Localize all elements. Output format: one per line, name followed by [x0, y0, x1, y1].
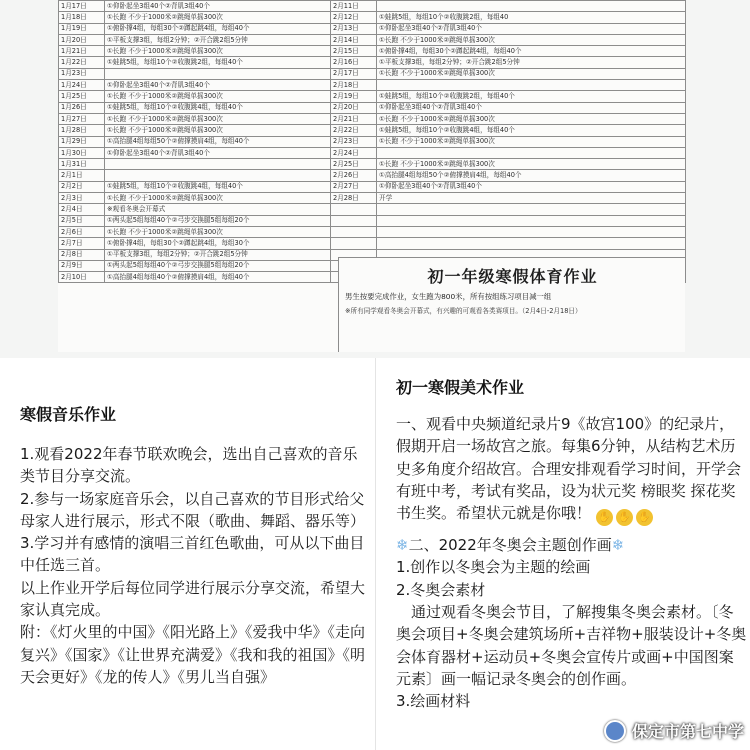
pe-activity-cell: ①高抬腿4组每组40个②俯撑摸肩4组，每组40个 [105, 272, 331, 283]
art-item-2-1: 1.创作以冬奥会为主题的绘画 [396, 558, 591, 577]
pe-activity-cell: 开学 [377, 193, 686, 204]
pe-activity-cell: ①长跑 不少于1000米②跳绳单摇300次 [377, 34, 686, 45]
pe-activity-cell: ※观看冬奥会开幕式 [105, 204, 331, 215]
pe-date-cell: 2月7日 [59, 238, 105, 249]
pe-date-cell: 2月25日 [331, 159, 377, 170]
pe-activity-cell: ①两头起5组每组40个②弓步交换腿5组每组20个 [105, 260, 331, 271]
pe-table-row [59, 238, 686, 249]
pe-date-cell: 1月24日 [59, 80, 105, 91]
pe-activity-cell: ①仰卧起坐3组40个②背肌3组40个 [105, 80, 331, 91]
pe-date-cell: 2月5日 [59, 215, 105, 226]
pe-date-cell: 2月20日 [331, 102, 377, 113]
pe-date-cell: 2月12日 [331, 12, 377, 23]
music-item-2: 2.参与一场家庭音乐会，以自己喜欢的节目形式给父母家人进行展示，形式不限（歌曲、舞蹈、器乐等） [20, 489, 366, 530]
pe-activity-cell: ①长跑 不少于1000米②跳绳单摇300次 [377, 136, 686, 147]
art-body [396, 413, 748, 713]
pe-date-cell: 2月10日 [59, 272, 105, 283]
pe-activity-cell [105, 68, 331, 79]
pe-title-box [338, 257, 685, 352]
pe-activity-cell: ①俯卧撑4组，每组30个②蹲起跳4组，每组40个 [377, 46, 686, 57]
pe-activity-cell: ①蛙跳5组，每组10个②收腹跳4组，每组40个 [105, 102, 331, 113]
pe-date-cell: 1月30日 [59, 147, 105, 158]
pe-activity-cell: ①长跑 不少于1000米②跳绳单摇300次 [377, 68, 686, 79]
pe-date-cell: 2月17日 [331, 68, 377, 79]
pe-table-row [59, 226, 686, 237]
pe-date-cell: 1月22日 [59, 57, 105, 68]
pe-date-cell [331, 226, 377, 237]
pe-title: 初一年级寒假体育作业 [427, 267, 598, 286]
school-watermark-text: 保定市第七中学 [631, 722, 744, 741]
pe-activity-cell [105, 159, 331, 170]
pe-date-cell: 2月24日 [331, 147, 377, 158]
pe-activity-cell: ①高抬腿4组每组50个②俯撑摸肩4组，每组40个 [377, 170, 686, 181]
pe-table-row [59, 34, 686, 45]
pe-activity-cell: ①蛙跳5组，每组10个②收腹跳2组，每组40个 [105, 57, 331, 68]
art-item-1-text: 一、观看中央频道纪录片9《故宫100》的纪录片，假期开启一场故宫之旅。每集6分钟，从结构艺术历史多角度介绍故宫。合理安排观看学习时间，开学会有班中考，考试有奖品，设为状元奖 榜眼奖 探花奖 书生奖。希望状元就是你哦！ [396, 415, 742, 523]
art-item-1 [396, 413, 748, 526]
pe-date-cell: 2月2日 [59, 181, 105, 192]
pe-table-row [59, 23, 686, 34]
music-homework-panel [0, 358, 375, 750]
pe-activity-cell: ①长跑 不少于1000米②跳绳单摇300次 [377, 113, 686, 124]
pe-date-cell: 2月27日 [331, 181, 377, 192]
pe-date-cell: 1月31日 [59, 159, 105, 170]
pe-activity-cell [377, 204, 686, 215]
pe-date-cell: 2月28日 [331, 193, 377, 204]
pe-activity-cell: ①俯卧撑4组，每组30个②蹲起跳4组，每组30个 [105, 238, 331, 249]
pe-activity-cell [377, 1, 686, 12]
music-song-list: 附：《灯火里的中国》《阳光路上》《爱我中华》《走向复兴》《国家》《让世界充满爱》《我和我的祖国》《明天会更好》《龙的传人》《男儿当自强》 [20, 623, 366, 686]
pe-date-cell: 1月19日 [59, 23, 105, 34]
clap-emoji-icon: ✋ [596, 509, 613, 526]
pe-table-row [59, 181, 686, 192]
pe-date-cell: 1月28日 [59, 125, 105, 136]
pe-date-cell: 2月8日 [59, 249, 105, 260]
pe-date-cell: 1月18日 [59, 12, 105, 23]
pe-date-cell: 2月16日 [331, 57, 377, 68]
pe-activity-cell: ①仰卧起坐3组40个②背肌3组40个 [377, 23, 686, 34]
pe-schedule-panel [0, 0, 750, 358]
pe-activity-cell: ①平板支撑3组，每组2分钟；②开合跳2组5分钟 [105, 249, 331, 260]
pe-date-cell: 2月21日 [331, 113, 377, 124]
pe-table-row [59, 193, 686, 204]
pe-activity-cell: ①仰卧起坐3组40个②背肌3组40个 [105, 147, 331, 158]
pe-date-cell: 1月17日 [59, 1, 105, 12]
music-closing-note: 以上作业开学后每位同学进行展示分享交流，希望大家认真完成。 [20, 578, 366, 620]
pe-date-cell: 2月15日 [331, 46, 377, 57]
pe-activity-cell: ①长跑 不少于1000米②跳绳单摇300次 [105, 226, 331, 237]
pe-date-cell: 2月6日 [59, 226, 105, 237]
pe-activity-cell: ①长跑 不少于1000米②跳绳单摇300次 [105, 193, 331, 204]
pe-table-row [59, 46, 686, 57]
pe-note-olympics: ※所有同学观看冬奥会开幕式，有兴趣的可观看各类赛项目。（2月4日-2月18日） [345, 307, 582, 315]
pe-activity-cell: ①蛙跳5组，每组10个②收腹跳4组，每组40个 [105, 181, 331, 192]
pe-date-cell: 2月4日 [59, 204, 105, 215]
pe-date-cell: 2月14日 [331, 34, 377, 45]
pe-table-row [59, 80, 686, 91]
art-title: 初一寒假美术作业 [396, 378, 525, 397]
art-item-2-2: 2.冬奥会素材 [396, 580, 486, 599]
pe-activity-cell: ①仰卧起坐3组40个②背肌3组40个 [105, 1, 331, 12]
pe-activity-cell [105, 170, 331, 181]
pe-table-row [59, 68, 686, 79]
pe-activity-cell: ①长跑 不少于1000米②跳绳单摇300次 [105, 46, 331, 57]
pe-date-cell: 2月18日 [331, 80, 377, 91]
pe-table-row [59, 91, 686, 102]
pe-table-row [59, 102, 686, 113]
pe-date-cell: 2月9日 [59, 260, 105, 271]
pe-table-row [59, 57, 686, 68]
music-item-1: 1.观看2022年春节联欢晚会，选出自己喜欢的音乐类节目分享交流。 [20, 445, 358, 486]
pe-schedule-sheet [58, 0, 685, 352]
pe-date-cell: 1月20日 [59, 34, 105, 45]
pe-date-cell: 2月3日 [59, 193, 105, 204]
pe-activity-cell: ①高抬腿4组每组50个②俯撑摸肩4组，每组40个 [105, 136, 331, 147]
pe-activity-cell [377, 80, 686, 91]
pe-table-row [59, 113, 686, 124]
pe-activity-cell: ①蛙跳5组，每组10个②收腹跳4组，每组40个 [377, 125, 686, 136]
pe-activity-cell: ①长跑 不少于1000米②跳绳单摇300次 [377, 159, 686, 170]
pe-table-row [59, 12, 686, 23]
pe-date-cell: 1月27日 [59, 113, 105, 124]
pe-activity-cell: ①蛙跳5组，每组10个②收腹跳2组，每组40 [377, 12, 686, 23]
pe-date-cell: 1月29日 [59, 136, 105, 147]
pe-activity-cell: ①仰卧起坐3组40个②背肌3组40个 [377, 102, 686, 113]
pe-schedule-table [58, 0, 686, 283]
pe-date-cell: 2月1日 [59, 170, 105, 181]
music-item-3: 3.学习并有感情的演唱三首红色歌曲，可从以下曲目中任选三首。 [20, 534, 365, 575]
snowflake-icon: ❄ [611, 536, 625, 555]
pe-table-row [59, 204, 686, 215]
pe-table-row [59, 147, 686, 158]
art-item-2-text: 二、2022年冬奥会主题创作画 [408, 536, 612, 555]
pe-date-cell: 2月22日 [331, 125, 377, 136]
pe-activity-cell: ①两头起5组每组40个②弓步交换腿5组每组20个 [105, 215, 331, 226]
pe-activity-cell [377, 238, 686, 249]
pe-date-cell: 2月13日 [331, 23, 377, 34]
pe-activity-cell: ①蛙跳5组，每组10个②收腹跳2组，每组40个 [377, 91, 686, 102]
pe-date-cell [331, 204, 377, 215]
music-title: 寒假音乐作业 [20, 405, 117, 424]
pe-date-cell: 1月23日 [59, 68, 105, 79]
pe-date-cell: 2月11日 [331, 1, 377, 12]
pe-date-cell [331, 215, 377, 226]
pe-date-cell: 2月19日 [331, 91, 377, 102]
pe-table-row [59, 125, 686, 136]
pe-table-row [59, 1, 686, 12]
pe-activity-cell: ①平板支撑3组，每组2分钟；②开合跳2组5分钟 [377, 57, 686, 68]
pe-activity-cell [377, 215, 686, 226]
pe-activity-cell: ①长跑 不少于1000米②跳绳单摇300次 [105, 91, 331, 102]
pe-table-row [59, 215, 686, 226]
pe-date-cell: 1月26日 [59, 102, 105, 113]
pe-table-row [59, 136, 686, 147]
school-watermark [604, 719, 744, 742]
clap-emoji-icon: ✋ [636, 509, 653, 526]
music-body [20, 443, 370, 688]
snowflake-icon: ❄ [396, 536, 409, 555]
pe-activity-cell: ①长跑 不少于1000米②跳绳单摇300次 [105, 125, 331, 136]
art-item-2 [396, 534, 748, 556]
pe-date-cell: 2月26日 [331, 170, 377, 181]
pe-activity-cell [377, 147, 686, 158]
pe-date-cell: 1月25日 [59, 91, 105, 102]
art-item-3: 3.绘画材料 [396, 692, 471, 711]
pe-date-cell: 2月23日 [331, 136, 377, 147]
pe-activity-cell: ①平板支撑3组，每组2分钟；②开合跳2组5分钟 [105, 34, 331, 45]
pe-activity-cell: ①仰卧起坐3组40个②背肌3组40个 [377, 181, 686, 192]
pe-table-row [59, 159, 686, 170]
clap-emoji-icon: ✋ [616, 509, 633, 526]
art-homework-panel [375, 358, 750, 750]
pe-activity-cell: ①俯卧撑4组，每组30个②蹲起跳4组，每组40个 [105, 23, 331, 34]
pe-date-cell [331, 238, 377, 249]
pe-activity-cell: ①长跑 不少于1000米②跳绳单摇300次 [105, 113, 331, 124]
school-logo-icon [604, 720, 626, 742]
pe-note-requirements: 男生按要完成作业，女生跑为800米，所有按组练习项目减一组 [345, 292, 552, 301]
pe-date-cell: 1月21日 [59, 46, 105, 57]
pe-activity-cell [377, 226, 686, 237]
pe-table-row [59, 170, 686, 181]
art-item-2-2-detail: 通过观看冬奥会节目，了解搜集冬奥会素材。〔冬奥会项目+冬奥会建筑场所+吉祥物+服装设计+冬奥会体育器材+运动员+冬奥会宣传片或画+中国图案元素〕画一幅记录冬奥会的创作画。 [396, 603, 747, 688]
pe-activity-cell: ①长跑 不少于1000米②跳绳单摇300次 [105, 12, 331, 23]
